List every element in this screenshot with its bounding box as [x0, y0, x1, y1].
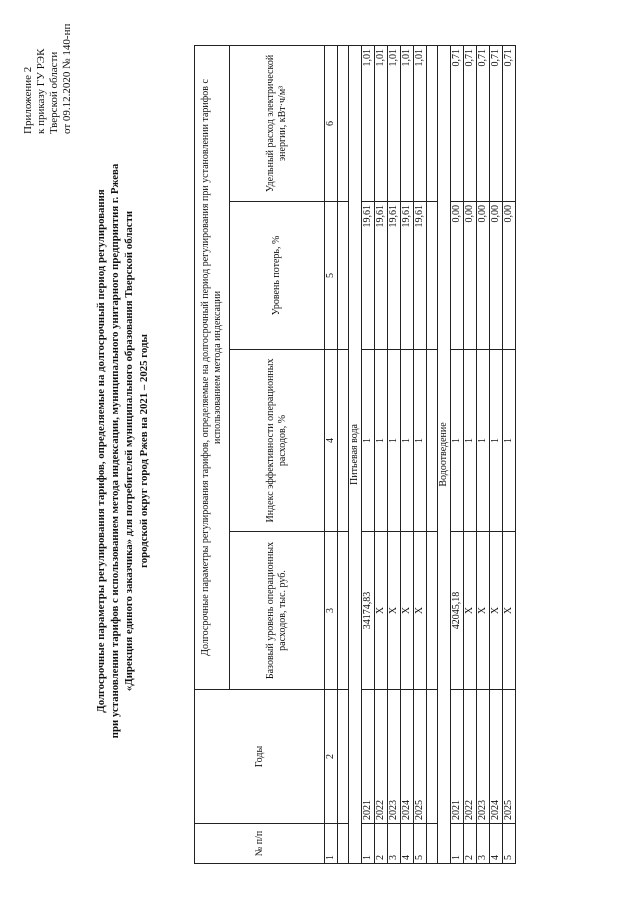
col-number: 4	[325, 350, 338, 532]
row-year: 2024	[490, 690, 503, 824]
section-title: Питьевая вода	[349, 45, 362, 863]
row-index: 1	[490, 350, 503, 532]
col-number: 2	[325, 690, 338, 824]
table-row	[477, 45, 490, 863]
row-base: X	[414, 532, 427, 690]
spacer-row	[338, 45, 349, 863]
row-energy: 0,71	[490, 45, 503, 201]
col-number: 1	[325, 824, 338, 864]
row-year: 2021	[451, 690, 464, 824]
annex-line-2: к приказу ГУ РЭК Тверской области	[35, 48, 60, 134]
row-loss: 0,00	[490, 202, 503, 350]
col-number: 6	[325, 45, 338, 201]
row-index: 1	[414, 350, 427, 532]
row-num: 4	[490, 824, 503, 864]
header-base: Базовый уровень операционных расходов, тыс. руб.	[230, 532, 325, 690]
row-year: 2024	[401, 690, 414, 824]
col-number: 3	[325, 532, 338, 690]
table-row	[503, 45, 516, 863]
annex-line-1: Приложение 2	[22, 66, 34, 134]
row-index: 1	[464, 350, 477, 532]
row-loss: 19,61	[401, 202, 414, 350]
table-row	[362, 45, 375, 863]
row-num: 1	[451, 824, 464, 864]
row-loss: 19,61	[414, 202, 427, 350]
header-row-top	[195, 45, 230, 863]
document-title	[94, 58, 151, 844]
row-num: 3	[388, 824, 401, 864]
table-row	[401, 45, 414, 863]
row-loss: 19,61	[388, 202, 401, 350]
row-loss: 0,00	[451, 202, 464, 350]
row-energy: 0,71	[464, 45, 477, 201]
row-base: X	[490, 532, 503, 690]
row-energy: 1,01	[414, 45, 427, 201]
row-year: 2025	[414, 690, 427, 824]
row-num: 3	[477, 824, 490, 864]
header-energy: Удельный расход электрической энергии, кВт·ч/м³	[230, 45, 325, 201]
row-index: 1	[401, 350, 414, 532]
row-loss: 0,00	[477, 202, 490, 350]
table-row	[388, 45, 401, 863]
row-year: 2022	[464, 690, 477, 824]
row-index: 1	[503, 350, 516, 532]
row-base: X	[464, 532, 477, 690]
row-index: 1	[375, 350, 388, 532]
annex-block	[22, 14, 74, 134]
header-num: № п/п	[195, 824, 325, 864]
table-row	[490, 45, 503, 863]
row-num: 2	[375, 824, 388, 864]
row-base: X	[477, 532, 490, 690]
row-index: 1	[451, 350, 464, 532]
row-energy: 0,71	[451, 45, 464, 201]
table-row	[464, 45, 477, 863]
row-year: 2023	[388, 690, 401, 824]
row-loss: 19,61	[375, 202, 388, 350]
header-group: Долгосрочные параметры регулирования тарифов, определяемые на долгосрочный период регулирования при установлении тарифов с использованием метода индексации	[195, 45, 230, 689]
section-row-sewerage	[438, 45, 451, 863]
table-row	[451, 45, 464, 863]
row-year: 2021	[362, 690, 375, 824]
row-num: 5	[503, 824, 516, 864]
row-loss: 0,00	[503, 202, 516, 350]
title-line-2: при установлении тарифов с использованием метода индексации, муниципального унитарного предприятия г. Ржева	[109, 163, 122, 739]
row-base: X	[388, 532, 401, 690]
spacer-row	[427, 45, 438, 863]
row-energy: 1,01	[388, 45, 401, 201]
row-num: 5	[414, 824, 427, 864]
header-index: Индекс эффективности операционных расходов, %	[230, 350, 325, 532]
row-year: 2023	[477, 690, 490, 824]
table-row	[375, 45, 388, 863]
header-years: Годы	[195, 690, 325, 824]
row-num: 1	[362, 824, 375, 864]
table-row	[414, 45, 427, 863]
row-energy: 0,71	[503, 45, 516, 201]
tariff-parameters-table	[194, 45, 516, 864]
row-index: 1	[388, 350, 401, 532]
row-base: 34174,83	[362, 532, 375, 690]
row-energy: 0,71	[477, 45, 490, 201]
section-row-water	[349, 45, 362, 863]
row-energy: 1,01	[401, 45, 414, 201]
column-number-row	[325, 45, 338, 863]
row-year: 2022	[375, 690, 388, 824]
row-num: 4	[401, 824, 414, 864]
row-year: 2025	[503, 690, 516, 824]
row-base: 42045,18	[451, 532, 464, 690]
row-base: X	[503, 532, 516, 690]
header-loss: Уровень потерь, %	[230, 202, 325, 350]
row-base: X	[375, 532, 388, 690]
row-energy: 1,01	[375, 45, 388, 201]
row-num: 2	[464, 824, 477, 864]
annex-line-3: от 09.12.2020 № 140-нп	[61, 23, 73, 134]
section-title: Водоотведение	[438, 45, 451, 863]
row-loss: 0,00	[464, 202, 477, 350]
title-line-3: «Дирекция единого заказчика» для потребителей муниципального образования Тверской области	[123, 210, 136, 692]
row-loss: 19,61	[362, 202, 375, 350]
row-energy: 1,01	[362, 45, 375, 201]
title-line-1: Долгосрочные параметры регулирования тарифов, определяемые на долгосрочный период регулирования	[95, 189, 107, 713]
row-index: 1	[477, 350, 490, 532]
col-number: 5	[325, 202, 338, 350]
title-line-4: городской округ город Ржев на 2021 – 2025 годы	[137, 334, 150, 568]
row-base: X	[401, 532, 414, 690]
row-index: 1	[362, 350, 375, 532]
